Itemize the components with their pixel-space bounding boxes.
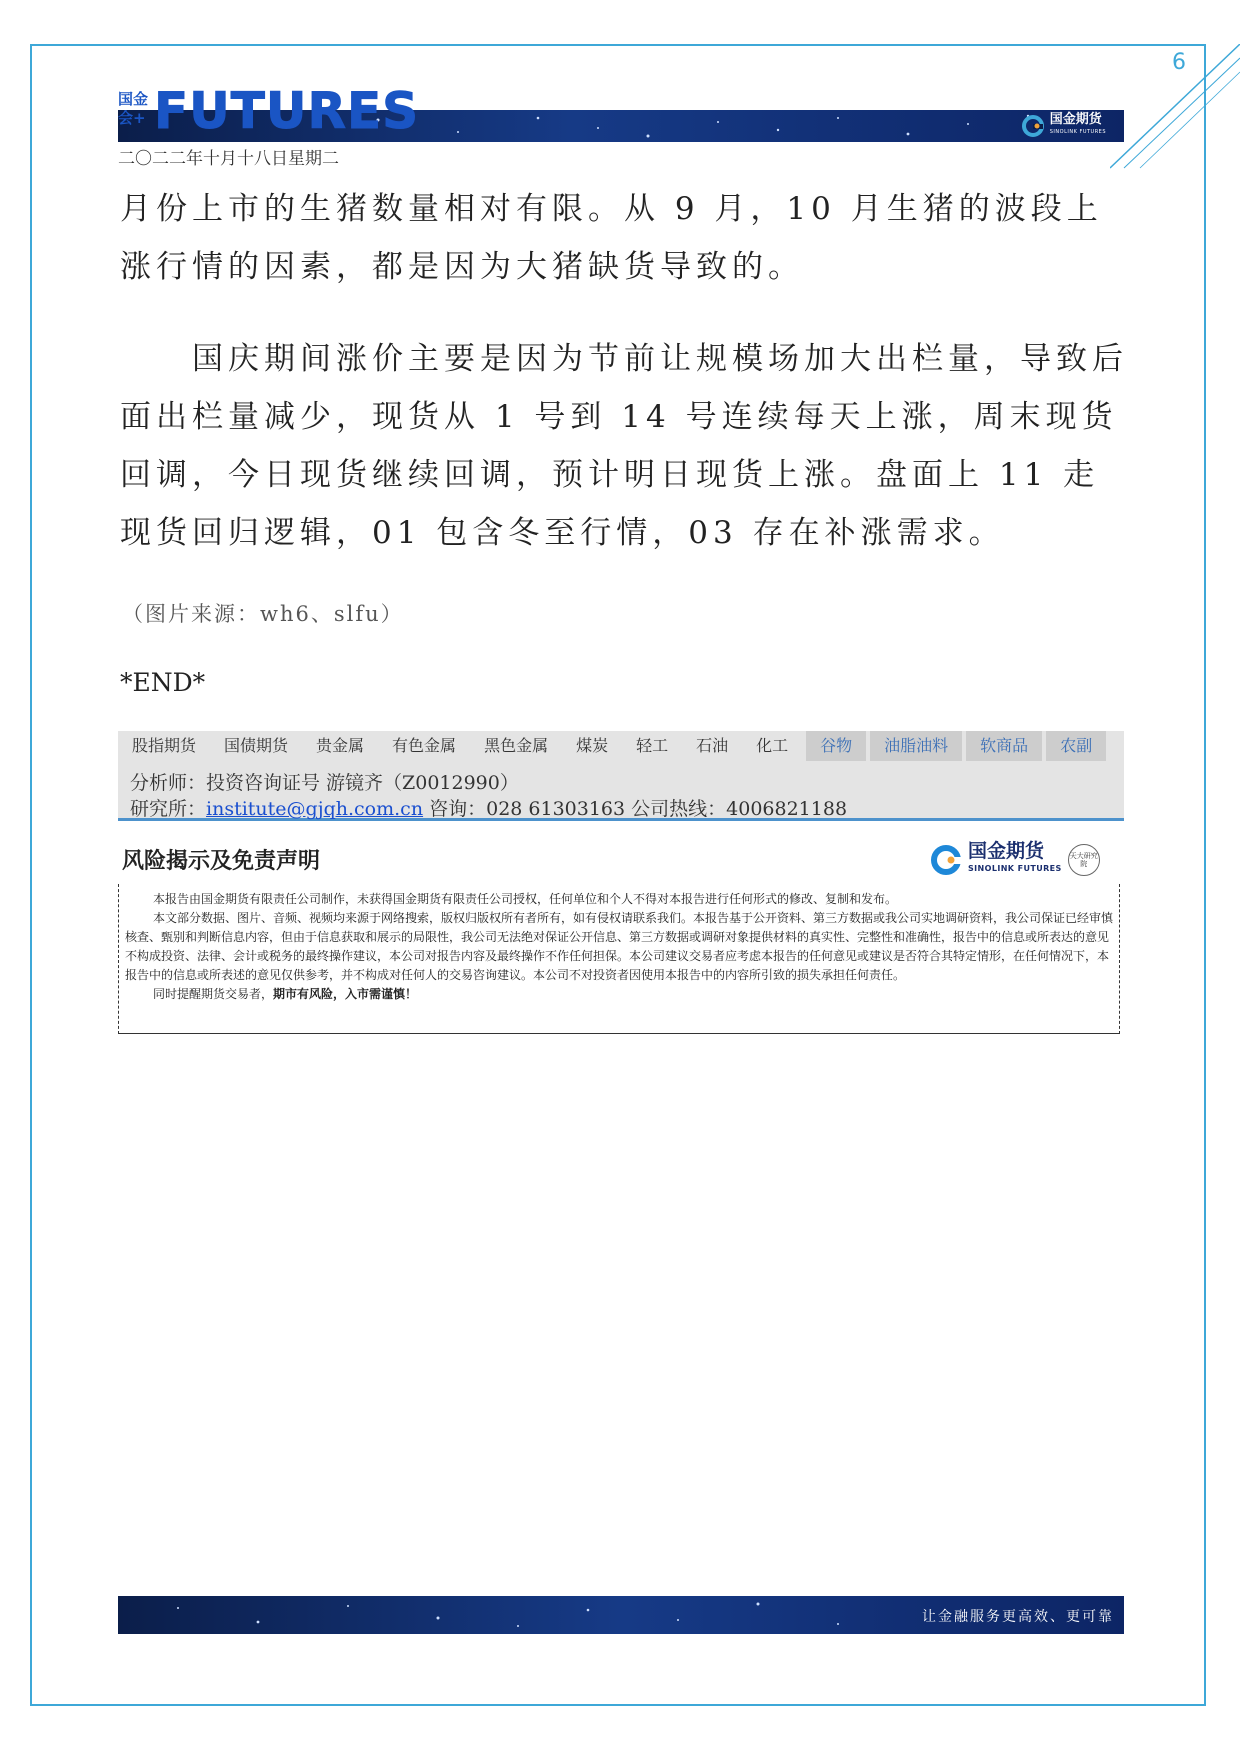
consult-hotline: 咨询：028 61303163 公司热线：4006821188 <box>423 798 848 820</box>
institute-label: 研究所： <box>130 798 207 820</box>
nav-item-agricultural-byproducts[interactable]: 农副 <box>1046 731 1106 761</box>
analyst-line: 分析师：投资咨询证号 游镜齐（Z0012990） <box>130 772 519 794</box>
brand-en: SINOLINK FUTURES <box>1049 129 1106 135</box>
nav-item-grains[interactable]: 谷物 <box>806 731 866 761</box>
risk-disclosure-title: 风险揭示及免责声明 <box>122 849 321 874</box>
paragraph-1: 月份上市的生猪数量相对有限。从 9 月，10 月生猪的波段上涨行情的因素，都是因为大猪缺货导致的。 <box>120 191 1103 285</box>
brand-mark <box>1022 114 1106 138</box>
brand-cn: 国金期货 <box>1049 112 1102 127</box>
report-date: 二〇二二年十月十八日星期二 <box>118 149 339 169</box>
risk-disclosure-box <box>118 884 1120 1034</box>
risk-logo-cn: 国金期货 <box>968 840 1045 862</box>
risk-logo-en: SINOLINK FUTURES <box>968 864 1062 873</box>
nav-item-treasury-futures[interactable]: 国债期货 <box>224 736 289 755</box>
end-mark: *END* <box>120 668 206 697</box>
paragraph-2: 国庆期间涨价主要是因为节前让规模场加大出栏量，导致后面出栏量减少，现货从 1 号到 14 号连续每天上涨，周末现货回调，今日现货继续回调，预计明日现货上涨。盘面上 11 走现货回归逻辑，01 包含冬至行情，03 存在补涨需求。 <box>120 341 1128 551</box>
risk-paragraph-1: 本报告由国金期货有限责任公司制作，未获得国金期货有限责任公司授权，任何单位和个人不得对本报告进行任何形式的修改、复制和发布。 <box>153 892 898 906</box>
institute-email-link[interactable]: institute@gjqh.com.cn <box>206 798 424 820</box>
nav-item-soft-commodities[interactable]: 软商品 <box>966 731 1042 761</box>
risk-section-logo <box>930 842 1100 878</box>
nav-item-chemicals[interactable]: 化工 <box>756 736 789 755</box>
footer-slogan: 让金融服务更高效、更可靠 <box>922 1609 1114 1625</box>
nav-item-oilseeds[interactable]: 油脂油料 <box>870 731 962 761</box>
institute-line <box>130 794 847 821</box>
risk-paragraph-3 <box>125 985 1113 1004</box>
image-source-note: （图片来源：wh6、slfu） <box>122 602 404 626</box>
logo-futures-word: FUTURES <box>154 82 420 140</box>
risk-logo-text <box>968 842 1062 878</box>
nav-item-coal[interactable]: 煤炭 <box>576 736 609 755</box>
page-number: 6 <box>1172 50 1186 75</box>
nav-item-oil[interactable]: 石油 <box>696 736 729 755</box>
sinolink-circle-icon <box>930 844 962 876</box>
nav-item-nonferrous-metals[interactable]: 有色金属 <box>392 736 457 755</box>
nav-item-stock-index-futures[interactable]: 股指期货 <box>132 736 197 755</box>
logo-cn: 国金会+ <box>118 90 149 127</box>
footer-band <box>118 1596 1124 1634</box>
research-institute-badge: 天大研究院 <box>1068 844 1100 876</box>
nav-item-precious-metals[interactable]: 贵金属 <box>316 736 365 755</box>
sinolink-logo-icon <box>1022 115 1044 137</box>
corner-decoration-lines <box>1110 44 1240 174</box>
nav-item-ferrous-metals[interactable]: 黑色金属 <box>484 736 549 755</box>
nav-item-light-industry[interactable]: 轻工 <box>636 736 669 755</box>
risk-reminder-prefix: 同时提醒期货交易者， <box>153 987 274 1001</box>
risk-paragraph-2: 本文部分数据、图片、音频、视频均来源于网络搜索，版权归版权所有者所有，如有侵权请联系我们。本报告基于公开资料、第三方数据或我公司实地调研资料，我公司保证已经审慎核查、甄别和判断信息内容，但由于信息获取和展示的局限性，我公司无法绝对保证公开信息、第三方数据或调研对象提供材料的真实性、完整性和准确性，报告中的信息或所表达的意见不构成投资、法律、会计或税务的最终操作建议，本公司对报告内容及最终操作不作任何担保。本公司建议交易者应考虑本报告的任何意见或建议是否符合其特定情形，在任何情况下，本报告中的信息或所表述的意见仅供参考，并不构成对任何人的交易咨询建议。本公司不对投资者因使用本报告中的内容所引致的损失承担任何责任。 <box>125 911 1114 982</box>
risk-warning-bold: 期市有风险，入市需谨慎！ <box>273 987 418 1001</box>
brand-text <box>1050 113 1106 139</box>
category-nav-box <box>118 731 1124 821</box>
category-nav <box>118 731 1124 761</box>
